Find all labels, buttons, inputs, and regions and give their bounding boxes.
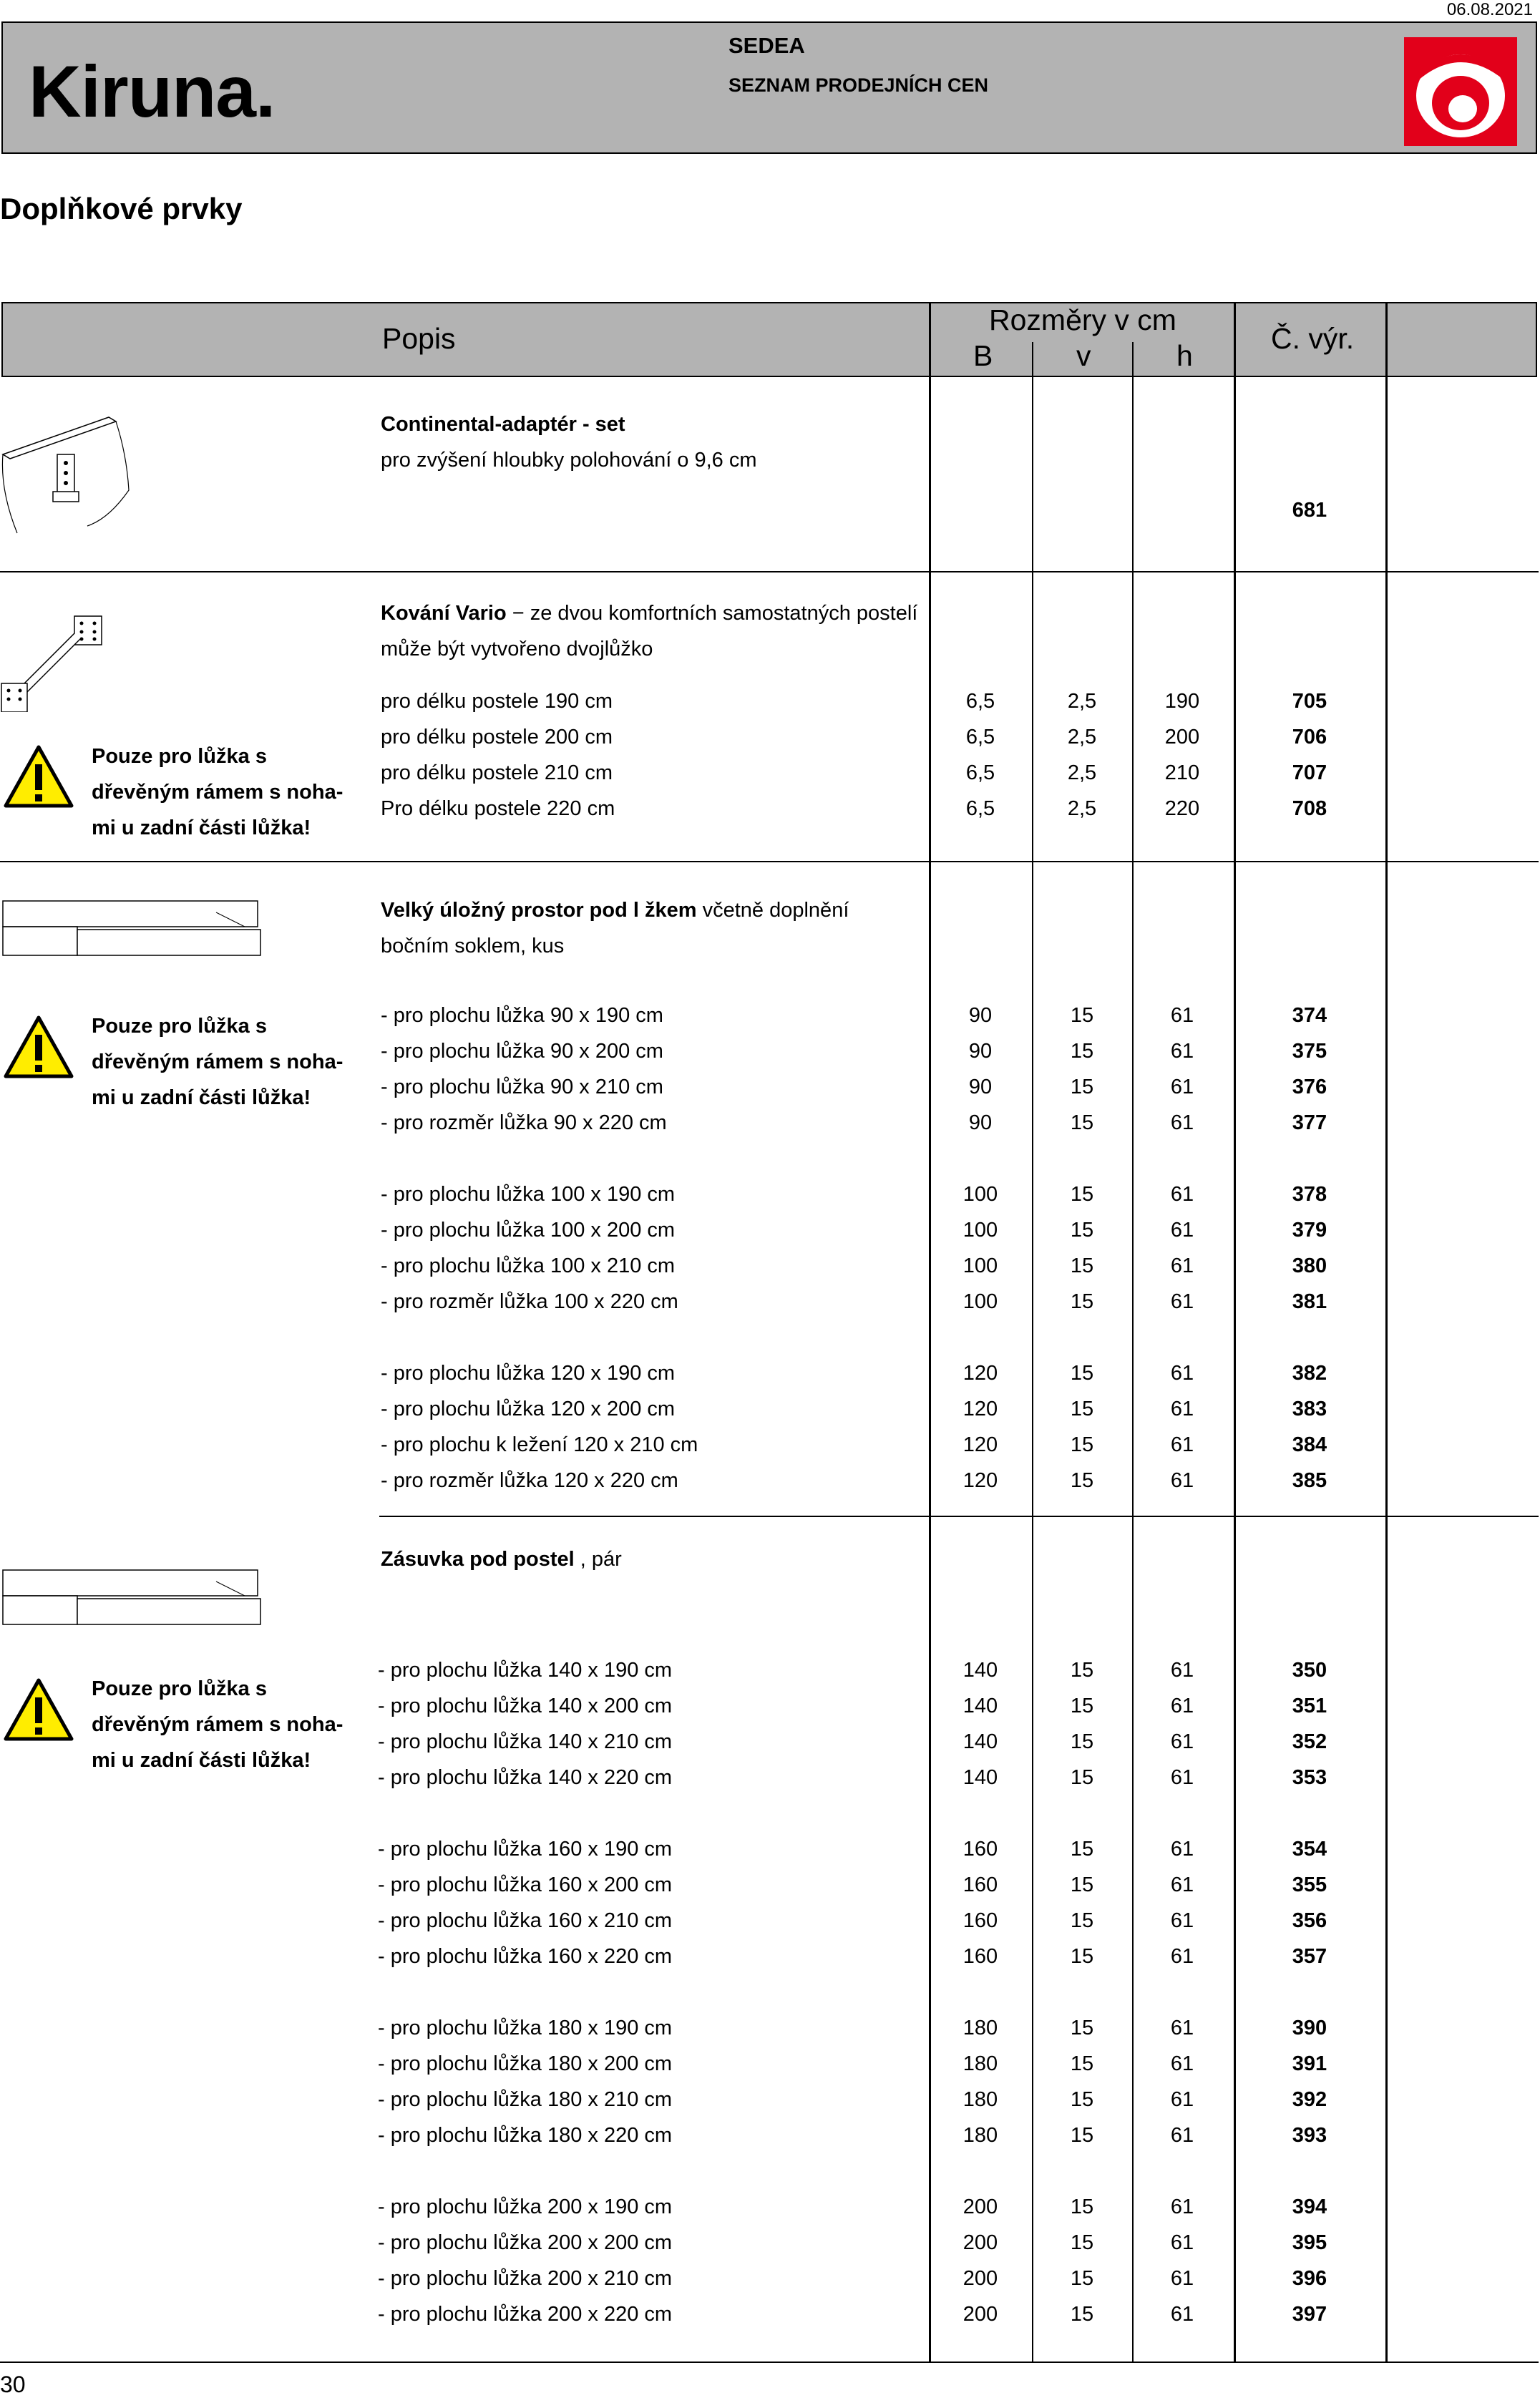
vario-title-line2: může být vytvořeno dvojlůžko	[381, 638, 653, 661]
row-width-b: 90	[968, 1004, 993, 1027]
row-depth-h: 61	[1170, 1433, 1194, 1456]
row-width-b: 6,5	[965, 761, 995, 784]
row-article-code: 379	[1292, 1219, 1327, 1242]
row-separator	[0, 861, 1539, 862]
row-label: - pro plochu lůžka 200 x 220 cm	[378, 2303, 673, 2326]
row-label: - pro plochu lůžka 90 x 190 cm	[381, 1004, 663, 1027]
drawer-illustration	[1, 1567, 263, 1629]
row-width-b: 140	[962, 1730, 998, 1753]
row-article-code: 376	[1292, 1076, 1327, 1098]
row-label: - pro plochu lůžka 100 x 210 cm	[381, 1254, 676, 1277]
row-depth-h: 61	[1170, 2231, 1194, 2254]
row-height-v: 15	[1070, 2052, 1094, 2075]
row-article-code: 352	[1292, 1730, 1327, 1753]
row-separator	[379, 1516, 1539, 1517]
header-subtitle: SEZNAM PRODEJNÍCH CEN	[728, 74, 989, 96]
continental-code: 681	[1292, 499, 1327, 522]
row-width-b: 180	[962, 2052, 998, 2075]
row-height-v: 15	[1070, 1254, 1094, 1277]
row-label: Pro délku postele 220 cm	[381, 797, 615, 820]
row-article-code: 706	[1292, 726, 1327, 749]
row-depth-h: 61	[1170, 1183, 1194, 1206]
row-height-v: 15	[1070, 1695, 1094, 1717]
row-width-b: 90	[968, 1111, 993, 1134]
row-article-code: 392	[1292, 2088, 1327, 2111]
row-depth-h: 61	[1170, 1469, 1194, 1492]
row-depth-h: 61	[1170, 1076, 1194, 1098]
row-depth-h: 61	[1170, 1873, 1194, 1896]
row-article-code: 375	[1292, 1040, 1327, 1063]
row-depth-h: 61	[1170, 1398, 1194, 1420]
row-width-b: 140	[962, 1659, 998, 1682]
row-label: - pro plochu lůžka 160 x 210 cm	[378, 1909, 673, 1932]
row-width-b: 120	[962, 1469, 998, 1492]
row-depth-h: 61	[1170, 1695, 1194, 1717]
row-height-v: 15	[1070, 1219, 1094, 1242]
storage-illustration	[1, 898, 263, 960]
row-height-v: 15	[1070, 2231, 1094, 2254]
row-height-v: 2,5	[1067, 726, 1097, 749]
row-width-b: 100	[962, 1290, 998, 1313]
row-height-v: 15	[1070, 1004, 1094, 1027]
row-article-code: 374	[1292, 1004, 1327, 1027]
row-width-b: 120	[962, 1362, 998, 1385]
row-depth-h: 61	[1170, 1290, 1194, 1313]
row-height-v: 2,5	[1067, 797, 1097, 820]
row-label: - pro plochu lůžka 140 x 210 cm	[378, 1730, 673, 1753]
row-width-b: 160	[962, 1838, 998, 1861]
row-label: - pro plochu lůžka 160 x 190 cm	[378, 1838, 673, 1861]
row-separator	[0, 571, 1539, 572]
row-depth-h: 61	[1170, 1909, 1194, 1932]
row-depth-h: 61	[1170, 1730, 1194, 1753]
row-article-code: 378	[1292, 1183, 1327, 1206]
row-height-v: 15	[1070, 1076, 1094, 1098]
page-header	[1, 21, 1537, 154]
storage-title-line2: bočním soklem, kus	[381, 935, 565, 957]
drawer-title: Zásuvka pod postel , pár	[381, 1548, 622, 1571]
row-height-v: 15	[1070, 1183, 1094, 1206]
row-label: - pro plochu lůžka 140 x 190 cm	[378, 1659, 673, 1682]
company-logo-icon	[1404, 37, 1517, 146]
row-label: - pro plochu lůžka 100 x 200 cm	[381, 1219, 676, 1242]
row-width-b: 90	[968, 1076, 993, 1098]
row-label: - pro rozměr lůžka 120 x 220 cm	[381, 1469, 678, 1492]
warning-icon	[3, 744, 74, 809]
row-label: pro délku postele 190 cm	[381, 690, 613, 713]
row-label: - pro plochu lůžka 200 x 210 cm	[378, 2267, 673, 2290]
row-width-b: 180	[962, 2017, 998, 2039]
row-article-code: 394	[1292, 2195, 1327, 2218]
row-height-v: 15	[1070, 1659, 1094, 1682]
row-height-v: 15	[1070, 2124, 1094, 2147]
row-label: - pro plochu lůžka 160 x 220 cm	[378, 1945, 673, 1968]
row-article-code: 350	[1292, 1659, 1327, 1682]
row-height-v: 15	[1070, 1290, 1094, 1313]
row-width-b: 160	[962, 1873, 998, 1896]
row-label: - pro plochu lůžka 200 x 200 cm	[378, 2231, 673, 2254]
row-height-v: 2,5	[1067, 761, 1097, 784]
row-width-b: 90	[968, 1040, 993, 1063]
row-article-code: 380	[1292, 1254, 1327, 1277]
row-article-code: 377	[1292, 1111, 1327, 1134]
row-height-v: 15	[1070, 1766, 1094, 1789]
row-label: - pro plochu lůžka 180 x 220 cm	[378, 2124, 673, 2147]
row-separator	[0, 2362, 1539, 2363]
row-article-code: 705	[1292, 690, 1327, 713]
row-label: pro délku postele 200 cm	[381, 726, 613, 749]
row-height-v: 15	[1070, 1730, 1094, 1753]
row-width-b: 6,5	[965, 690, 995, 713]
row-article-code: 381	[1292, 1290, 1327, 1313]
row-article-code: 356	[1292, 1909, 1327, 1932]
row-depth-h: 61	[1170, 1766, 1194, 1789]
row-article-code: 390	[1292, 2017, 1327, 2039]
row-article-code: 708	[1292, 797, 1327, 820]
row-height-v: 15	[1070, 1040, 1094, 1063]
row-depth-h: 61	[1170, 2267, 1194, 2290]
row-depth-h: 200	[1164, 726, 1200, 749]
row-label: - pro plochu lůžka 120 x 200 cm	[381, 1398, 676, 1420]
warning-note: Pouze pro lůžka s dřevěným rámem s noha- mi u zadní části lůžka!	[92, 1677, 343, 1772]
row-width-b: 6,5	[965, 726, 995, 749]
row-height-v: 15	[1070, 1945, 1094, 1968]
row-width-b: 6,5	[965, 797, 995, 820]
row-article-code: 384	[1292, 1433, 1327, 1456]
row-article-code: 351	[1292, 1695, 1327, 1717]
vario-fitting-illustration	[0, 612, 107, 712]
row-height-v: 15	[1070, 1909, 1094, 1932]
warning-note: Pouze pro lůžka s dřevěným rámem s noha- mi u zadní části lůžka!	[92, 745, 343, 839]
brand-title: Kiruna.	[29, 51, 276, 132]
continental-adapter-illustration	[1, 411, 134, 540]
header-manufacturer: SEDEA	[728, 33, 805, 58]
row-label: - pro plochu lůžka 180 x 210 cm	[378, 2088, 673, 2111]
row-label: - pro rozměr lůžka 100 x 220 cm	[381, 1290, 678, 1313]
column-divider	[1132, 342, 1134, 2362]
warning-icon	[3, 1015, 74, 1079]
row-width-b: 100	[962, 1254, 998, 1277]
row-label: - pro plochu lůžka 140 x 220 cm	[378, 1766, 673, 1789]
row-depth-h: 61	[1170, 1945, 1194, 1968]
row-width-b: 200	[962, 2231, 998, 2254]
column-header-rozmery: Rozměry v cm	[989, 303, 1176, 336]
row-label: - pro plochu lůžka 90 x 210 cm	[381, 1076, 663, 1098]
row-width-b: 140	[962, 1695, 998, 1717]
row-article-code: 355	[1292, 1873, 1327, 1896]
row-width-b: 120	[962, 1433, 998, 1456]
table-header	[1, 302, 1537, 377]
storage-title: Velký úložný prostor pod l žkem včetně doplnění	[381, 899, 849, 922]
warning-note: Pouze pro lůžka s dřevěným rámem s noha- mi u zadní části lůžka!	[92, 1015, 343, 1109]
row-depth-h: 61	[1170, 1254, 1194, 1277]
row-article-code: 393	[1292, 2124, 1327, 2147]
row-article-code: 383	[1292, 1398, 1327, 1420]
row-article-code: 707	[1292, 761, 1327, 784]
row-depth-h: 220	[1164, 797, 1200, 820]
row-depth-h: 61	[1170, 1362, 1194, 1385]
row-depth-h: 61	[1170, 2052, 1194, 2075]
row-height-v: 15	[1070, 2267, 1094, 2290]
row-height-v: 15	[1070, 1838, 1094, 1861]
row-depth-h: 61	[1170, 2303, 1194, 2326]
row-label: - pro plochu lůžka 180 x 200 cm	[378, 2052, 673, 2075]
row-height-v: 2,5	[1067, 690, 1097, 713]
row-depth-h: 210	[1164, 761, 1200, 784]
row-label: pro délku postele 210 cm	[381, 761, 613, 784]
row-height-v: 15	[1070, 1469, 1094, 1492]
continental-description: pro zvýšení hloubky polohování o 9,6 cm	[381, 449, 757, 472]
row-label: - pro plochu lůžka 180 x 190 cm	[378, 2017, 673, 2039]
row-width-b: 120	[962, 1398, 998, 1420]
row-article-code: 396	[1292, 2267, 1327, 2290]
row-height-v: 15	[1070, 1362, 1094, 1385]
row-label: - pro plochu lůžka 200 x 190 cm	[378, 2195, 673, 2218]
column-header-h: h	[1176, 339, 1193, 372]
row-width-b: 180	[962, 2124, 998, 2147]
row-width-b: 200	[962, 2303, 998, 2326]
row-depth-h: 61	[1170, 1111, 1194, 1134]
warning-icon	[3, 1677, 74, 1742]
row-width-b: 100	[962, 1219, 998, 1242]
row-depth-h: 61	[1170, 2088, 1194, 2111]
row-width-b: 180	[962, 2088, 998, 2111]
row-label: - pro plochu lůžka 100 x 190 cm	[381, 1183, 676, 1206]
row-height-v: 15	[1070, 1873, 1094, 1896]
row-height-v: 15	[1070, 1398, 1094, 1420]
column-header-b: B	[973, 339, 993, 372]
column-divider	[1032, 342, 1033, 2362]
row-depth-h: 61	[1170, 1838, 1194, 1861]
row-depth-h: 61	[1170, 2195, 1194, 2218]
row-article-code: 357	[1292, 1945, 1327, 1968]
row-depth-h: 61	[1170, 1040, 1194, 1063]
row-height-v: 15	[1070, 2303, 1094, 2326]
row-width-b: 200	[962, 2195, 998, 2218]
row-height-v: 15	[1070, 1111, 1094, 1134]
document-date: 06.08.2021	[1446, 0, 1533, 19]
row-article-code: 397	[1292, 2303, 1327, 2326]
row-article-code: 353	[1292, 1766, 1327, 1789]
row-width-b: 160	[962, 1909, 998, 1932]
row-label: - pro rozměr lůžka 90 x 220 cm	[381, 1111, 667, 1134]
column-divider	[1234, 302, 1236, 2362]
vario-title: Kování Vario − ze dvou komfortních samostatných postelí	[381, 602, 918, 625]
row-width-b: 160	[962, 1945, 998, 1968]
row-width-b: 140	[962, 1766, 998, 1789]
row-height-v: 15	[1070, 1433, 1094, 1456]
column-header-cvyr: Č. výr.	[1271, 322, 1355, 355]
row-label: - pro plochu k ležení 120 x 210 cm	[381, 1433, 698, 1456]
row-article-code: 385	[1292, 1469, 1327, 1492]
section-title: Doplňkové prvky	[0, 192, 243, 225]
row-width-b: 200	[962, 2267, 998, 2290]
row-height-v: 15	[1070, 2017, 1094, 2039]
row-label: - pro plochu lůžka 160 x 200 cm	[378, 1873, 673, 1896]
row-height-v: 15	[1070, 2195, 1094, 2218]
row-label: - pro plochu lůžka 120 x 190 cm	[381, 1362, 676, 1385]
page-number: 30	[0, 2372, 26, 2397]
row-depth-h: 61	[1170, 2017, 1194, 2039]
row-width-b: 100	[962, 1183, 998, 1206]
row-article-code: 391	[1292, 2052, 1327, 2075]
column-divider	[929, 302, 931, 2362]
column-header-v: v	[1076, 339, 1091, 372]
row-depth-h: 61	[1170, 1004, 1194, 1027]
row-article-code: 382	[1292, 1362, 1327, 1385]
row-depth-h: 61	[1170, 1219, 1194, 1242]
row-depth-h: 190	[1164, 690, 1200, 713]
row-depth-h: 61	[1170, 1659, 1194, 1682]
row-label: - pro plochu lůžka 90 x 200 cm	[381, 1040, 663, 1063]
column-header-popis: Popis	[382, 322, 456, 355]
row-article-code: 354	[1292, 1838, 1327, 1861]
continental-title: Continental-adaptér - set	[381, 413, 625, 436]
row-depth-h: 61	[1170, 2124, 1194, 2147]
row-article-code: 395	[1292, 2231, 1327, 2254]
column-divider	[1385, 302, 1388, 2362]
row-label: - pro plochu lůžka 140 x 200 cm	[378, 1695, 673, 1717]
row-height-v: 15	[1070, 2088, 1094, 2111]
